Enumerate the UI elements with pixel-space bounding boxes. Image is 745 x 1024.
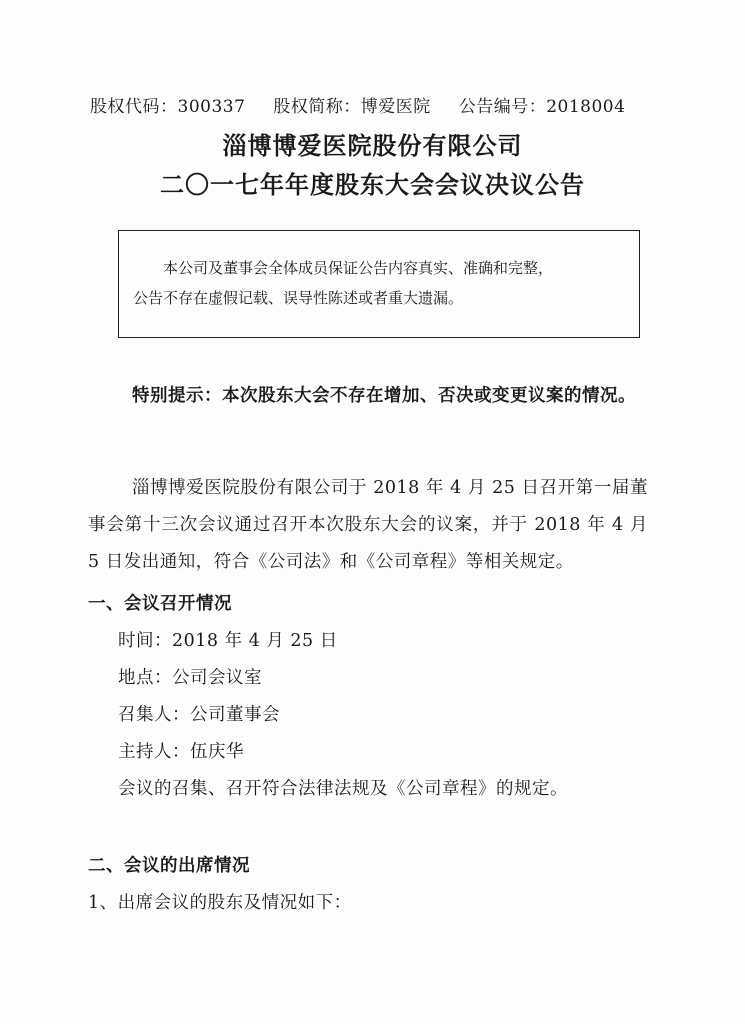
disclaimer-line-2: 公告不存在虚假记载、误导性陈述或者重大遗漏。 — [133, 289, 464, 307]
meeting-place: 地点：公司会议室 — [118, 668, 262, 688]
meeting-compliance: 会议的召集、召开符合法律法规及《公司章程》的规定。 — [118, 779, 568, 799]
document-header — [90, 92, 650, 117]
stock-code: 股权代码：300337 — [90, 97, 246, 117]
company-name-title: 淄博博爱医院股份有限公司 — [222, 132, 523, 160]
section-2-item-1: 1、出席会议的股东及情况如下： — [88, 893, 352, 913]
stock-short-name: 股权简称：博爱医院 — [273, 97, 431, 117]
special-note-paragraph — [88, 378, 648, 415]
notice-number: 公告编号：2018004 — [458, 97, 626, 117]
special-note-text: 特别提示：本次股东大会不存在增加、否决或变更议案的情况。 — [132, 386, 636, 406]
disclaimer-line-1: 本公司及董事会全体成员保证公告内容真实、准确和完整， — [163, 259, 554, 277]
meeting-time: 时间：2018 年 4 月 25 日 — [118, 631, 338, 651]
announcement-title: 二〇一七年年度股东大会会议决议公告 — [160, 171, 585, 199]
section-2-heading: 二、会议的出席情况 — [88, 856, 250, 876]
meeting-host: 主持人：伍庆华 — [118, 742, 244, 762]
section-1-heading: 一、会议召开情况 — [88, 594, 232, 614]
intro-text: 淄博博爱医院股份有限公司于 2018 年 4 月 25 日召开第一届董事会第十三次会议通过召开本次股东大会的议案，并于 2018 年 4 月 5 日发出通知，符合《公司法》和《公司章程》等相关规定。 — [88, 478, 648, 572]
meeting-convener: 召集人：公司董事会 — [118, 705, 280, 725]
disclaimer-box — [118, 230, 640, 338]
intro-paragraph — [88, 470, 648, 581]
